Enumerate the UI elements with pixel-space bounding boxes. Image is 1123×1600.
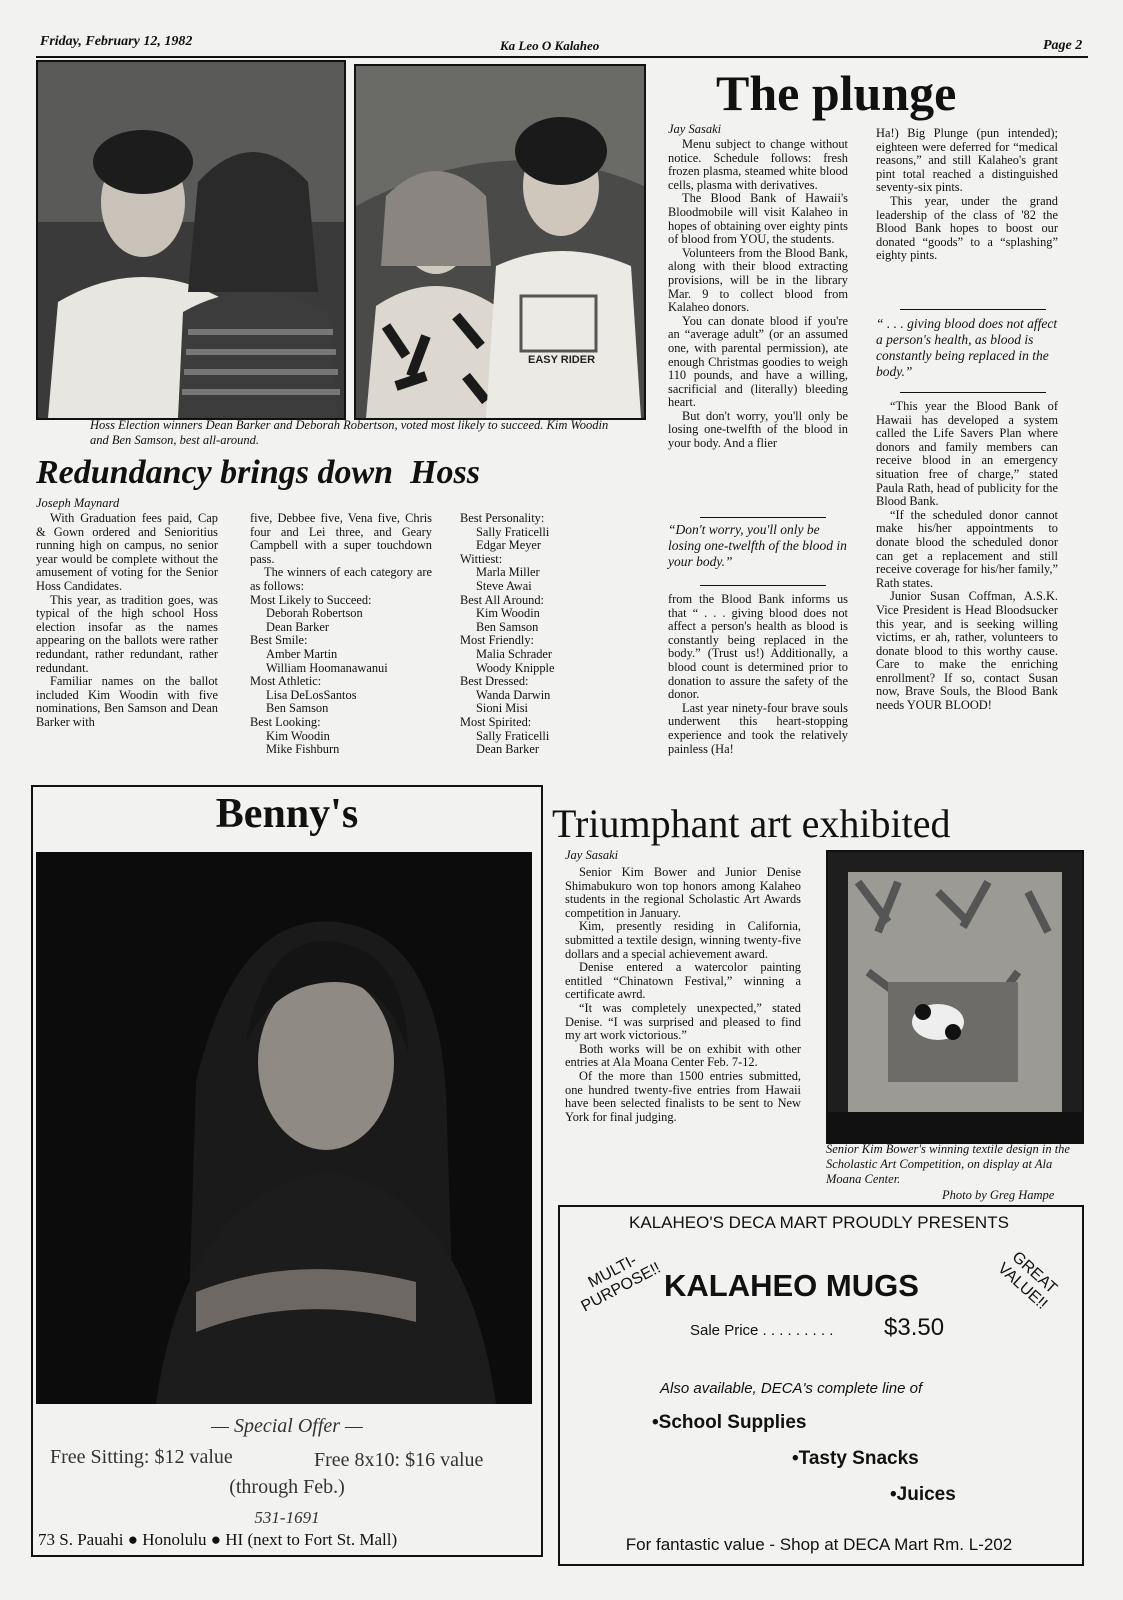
art-headline: Triumphant art exhibited: [552, 801, 951, 846]
winner-name: Kim Woodin: [476, 606, 540, 621]
winner-name: Amber Martin: [266, 646, 338, 661]
deca-price: $3.50: [884, 1314, 945, 1341]
art-photo: [826, 850, 1084, 1144]
plunge-pull-quote-1: “Don't worry, you'll only be losing one-twelfth of the blood in your body.”: [668, 522, 847, 569]
art-photo-caption: Senior Kim Bower's winning textile design in the Scholastic Art Competition, on display at Ala Moana Center.: [826, 1142, 1070, 1186]
deca-item-school-supplies: •School Supplies: [652, 1412, 807, 1433]
plunge-paragraph: “If the scheduled donor cannot make his/her appointments to donate blood the scheduled donor can get a replacement and still receive coverage for his/her family,” Rath states.: [876, 507, 1058, 590]
winner-category: Best Dressed:: [460, 674, 529, 689]
offer-duration: (through Feb.): [229, 1476, 345, 1498]
winner-category: Best All Around:: [460, 592, 544, 607]
winner-name: Malia Schrader: [476, 646, 553, 661]
bennys-phone: 531-1691: [254, 1508, 320, 1527]
winner-category: Best Looking:: [250, 714, 321, 729]
hoss-paragraph: The winners of each category are as follows:: [250, 565, 432, 593]
bullet-icon: •: [652, 1412, 659, 1433]
plunge-paragraph: But don't worry, you'll only be losing one-twelfth of the blood in your body. And a flier: [668, 408, 848, 451]
plunge-pull-quote-2: “ . . . giving blood does not affect a person's health, as blood is constantly being replaced in the body.”: [876, 316, 1058, 379]
plunge-paragraph: from the Blood Bank informs us that “ . . . giving blood does not affect a person's health as blood is constantly being replaced in the body.” (Trust us!) Additionally, a blood count is determined prior to donation to assure the safety of the donor.: [668, 592, 848, 702]
winner-name: Ben Samson: [266, 701, 329, 716]
hoss-paragraph: This year, as tradition goes, was typical of the high school Hoss election insofar as the names appearing on the ballots were rather redundant, rather redundant, rather redundant.: [36, 592, 218, 675]
hoss-column-1: [36, 512, 218, 730]
plunge-paragraph: The Blood Bank of Hawaii's Bloodmobile will visit Kalaheo in hopes of obtaining over eighty pints of blood from YOU, the students.: [668, 191, 848, 247]
art-paragraph: Both works will be on exhibit with other entries at Ala Moana Center Feb. 7-12.: [565, 1041, 801, 1070]
address-state: HI (next to Fort St. Mall): [225, 1530, 398, 1549]
shirt-text: EASY RIDER: [528, 354, 596, 366]
hoss-paragraph: Familiar names on the ballot included Kim Woodin with five nominations, Ben Samson and Dean Barker with: [36, 674, 218, 729]
winner-name: Sally Fraticelli: [476, 524, 550, 539]
winners-list-2: [460, 512, 630, 757]
winner-name: Sioni Misi: [476, 701, 528, 716]
plunge-paragraph: Last year ninety-four brave souls underwent this heart-stopping experience and took the relatively painless (Ha!: [668, 700, 848, 756]
hoss-paragraph: With Graduation fees paid, Cap & Gown ordered and Senioritius running high on campus, no senior year would be complete without the amusement of voting for the Senior Hoss Candidates.: [36, 511, 218, 593]
bullet-icon: •: [890, 1484, 897, 1505]
offer-print: Free 8x10: $16 value: [314, 1449, 484, 1471]
winner-name: Steve Awai: [476, 578, 532, 593]
issue-date: Friday, February 12, 1982: [40, 34, 193, 49]
art-paragraph: Of the more than 1500 entries submitted, one hundred twenty-five entries from Hawaii have been selected finalists to be sent to New York for final judging.: [565, 1068, 801, 1124]
art-paragraph: “It was completely unexpected,” stated Denise. “I was surprised and pleased to find my art work victorious.”: [565, 1000, 801, 1043]
hoss-column-2: [250, 512, 432, 757]
winner-name: Deborah Robertson: [266, 606, 363, 621]
winner-name: Mike Fishburn: [266, 742, 340, 757]
art-paragraph: Kim, presently residing in California, submitted a textile design, winning twenty-five dollars and a special achievement award.: [565, 919, 801, 961]
winner-category: Wittiest:: [460, 551, 503, 566]
plunge-paragraph: “This year the Blood Bank of Hawaii has developed a system called the Life Savers Plan where donors and family members can receive blood in an emergency situation free of charge,” stated Paula Rath, head of publicity for the Blood Bank.: [876, 399, 1058, 509]
plunge-paragraph: Volunteers from the Blood Bank, along with their blood extracting provisions, will be in the library Mar. 9 to collect blood from Kalaheo donors.: [668, 245, 848, 315]
winner-category: Most Friendly:: [460, 633, 535, 648]
masthead-rule: [36, 56, 1088, 58]
address-city: Honolulu: [142, 1530, 207, 1549]
winner-name: Lisa DeLosSantos: [266, 687, 357, 702]
bennys-address: [38, 1530, 397, 1550]
winner-name: Edgar Meyer: [476, 538, 542, 553]
hoss-column-3: [460, 512, 630, 757]
winner-name: Marla Miller: [476, 565, 540, 580]
winner-name: Dean Barker: [266, 619, 329, 634]
art-photo-credit: Photo by Greg Hampe: [942, 1188, 1055, 1202]
deca-footer: For fantastic value - Shop at DECA Mart Rm. L-202: [625, 1535, 1013, 1554]
winner-name: Kim Woodin: [266, 728, 330, 743]
winner-name: Ben Samson: [476, 619, 539, 634]
deca-tag-left: MULTI-PURPOSE!!: [578, 1251, 664, 1316]
pull-quote-rule: [900, 309, 1046, 310]
plunge-paragraph: You can donate blood if you're an “average adult” (or an assumed one, with parental permission), ate enough Christmas goodies to weigh 110 pounds, and have a willing, sacrificial and (literally) bleeding heart.: [668, 313, 848, 410]
hoss-photo-right: [354, 64, 646, 420]
art-story: [565, 866, 801, 1124]
winner-name: Sally Fraticelli: [476, 728, 550, 743]
bullet-icon: ●: [210, 1530, 222, 1549]
pull-quote-rule: [700, 517, 826, 518]
plunge-paragraph: This year, under the grand leadership of the class of '82 the Blood Bank hopes to boost our donated “goods” to a “splashing” eighty pints.: [876, 193, 1058, 263]
deca-item-juices: •Juices: [890, 1484, 956, 1505]
winner-category: Best Personality:: [460, 511, 545, 525]
art-byline: Jay Sasaki: [565, 848, 619, 862]
deca-header: KALAHEO'S DECA MART PROUDLY PRESENTS: [629, 1213, 1009, 1232]
winner-category: Best Smile:: [250, 633, 308, 648]
winners-list-1: [250, 594, 432, 757]
hoss-paragraph: five, Debbee five, Vena five, Chris four and Lei three, and Geary Campbell with a super touchdown pass.: [250, 511, 432, 566]
plunge-column-1b: [668, 593, 848, 756]
art-paragraph: Senior Kim Bower and Junior Denise Shimabukuro won top honors among Kalaheo students in the regional Scholastic Art Awards competition in January.: [565, 865, 801, 920]
deca-sale-label: Sale Price . . . . . . . . .: [690, 1322, 834, 1339]
page-number: Page 2: [1043, 38, 1083, 53]
plunge-paragraph: Ha!) Big Plunge (pun intended); eighteen were deferred for “medical reasons,” and still Kalaheo's grant pint total reached a distinguished seventy-six pints.: [876, 126, 1058, 195]
winner-category: Most Athletic:: [250, 674, 322, 689]
plunge-column-2a: [876, 127, 1058, 263]
art-paragraph: Denise entered a watercolor painting entitled “Chinatown Festival,” winning a certificate awrd.: [565, 960, 801, 1002]
bennys-portrait: [36, 852, 532, 1404]
pull-quote-rule: [700, 585, 826, 586]
paper-name: Ka Leo O Kalaheo: [500, 38, 600, 53]
bennys-title: Benny's: [215, 791, 359, 837]
deca-item-tasty-snacks: •Tasty Snacks: [792, 1448, 919, 1469]
plunge-paragraph: Menu subject to change without notice. Schedule follows: fresh frozen plasma, steamed white blood cells, plasma with derivatives.: [668, 137, 848, 192]
deca-also: Also available, DECA's complete line of: [660, 1380, 923, 1397]
winner-category: Most Spirited:: [460, 714, 532, 729]
plunge-column-1: [668, 138, 848, 451]
address-street: 73 S. Pauahi: [38, 1530, 124, 1549]
bullet-icon: •: [792, 1448, 799, 1469]
hoss-byline: Joseph Maynard: [36, 496, 120, 510]
winner-category: Most Likely to Succeed:: [250, 592, 372, 607]
hoss-photo-left: [36, 60, 346, 420]
pull-quote-rule: [900, 392, 1046, 393]
plunge-headline: The plunge: [716, 65, 957, 121]
deca-tag-right: GREAT VALUE!!: [994, 1248, 1061, 1313]
winner-name: Wanda Darwin: [476, 687, 551, 702]
bullet-icon: ●: [127, 1530, 139, 1549]
hoss-headline: Redundancy brings down Hoss: [36, 454, 480, 491]
plunge-paragraph: Junior Susan Coffman, A.S.K. Vice President is Head Bloodsucker this year, and is seeking willing victims, er ah, rather, volunteers to donate blood to this worthy cause. Care to make the enriching enrollment? If so, contact Susan now, Brave Souls, the Blood Bank needs YOUR BLOOD!: [876, 589, 1058, 713]
deca-product: KALAHEO MUGS: [664, 1268, 919, 1303]
winner-name: William Hoomanawanui: [266, 660, 388, 675]
offer-sitting: Free Sitting: $12 value: [50, 1446, 233, 1468]
hoss-photo-caption: Hoss Election winners Dean Barker and Deborah Robertson, voted most likely to succeed. Kim Woodin and Ben Samson, best all-around.: [90, 418, 609, 447]
plunge-column-2b: [876, 400, 1058, 713]
winner-name: Dean Barker: [476, 742, 539, 757]
plunge-byline: Jay Sasaki: [668, 122, 722, 136]
winner-name: Woody Knipple: [476, 660, 555, 675]
special-offer: — Special Offer —: [211, 1415, 363, 1437]
